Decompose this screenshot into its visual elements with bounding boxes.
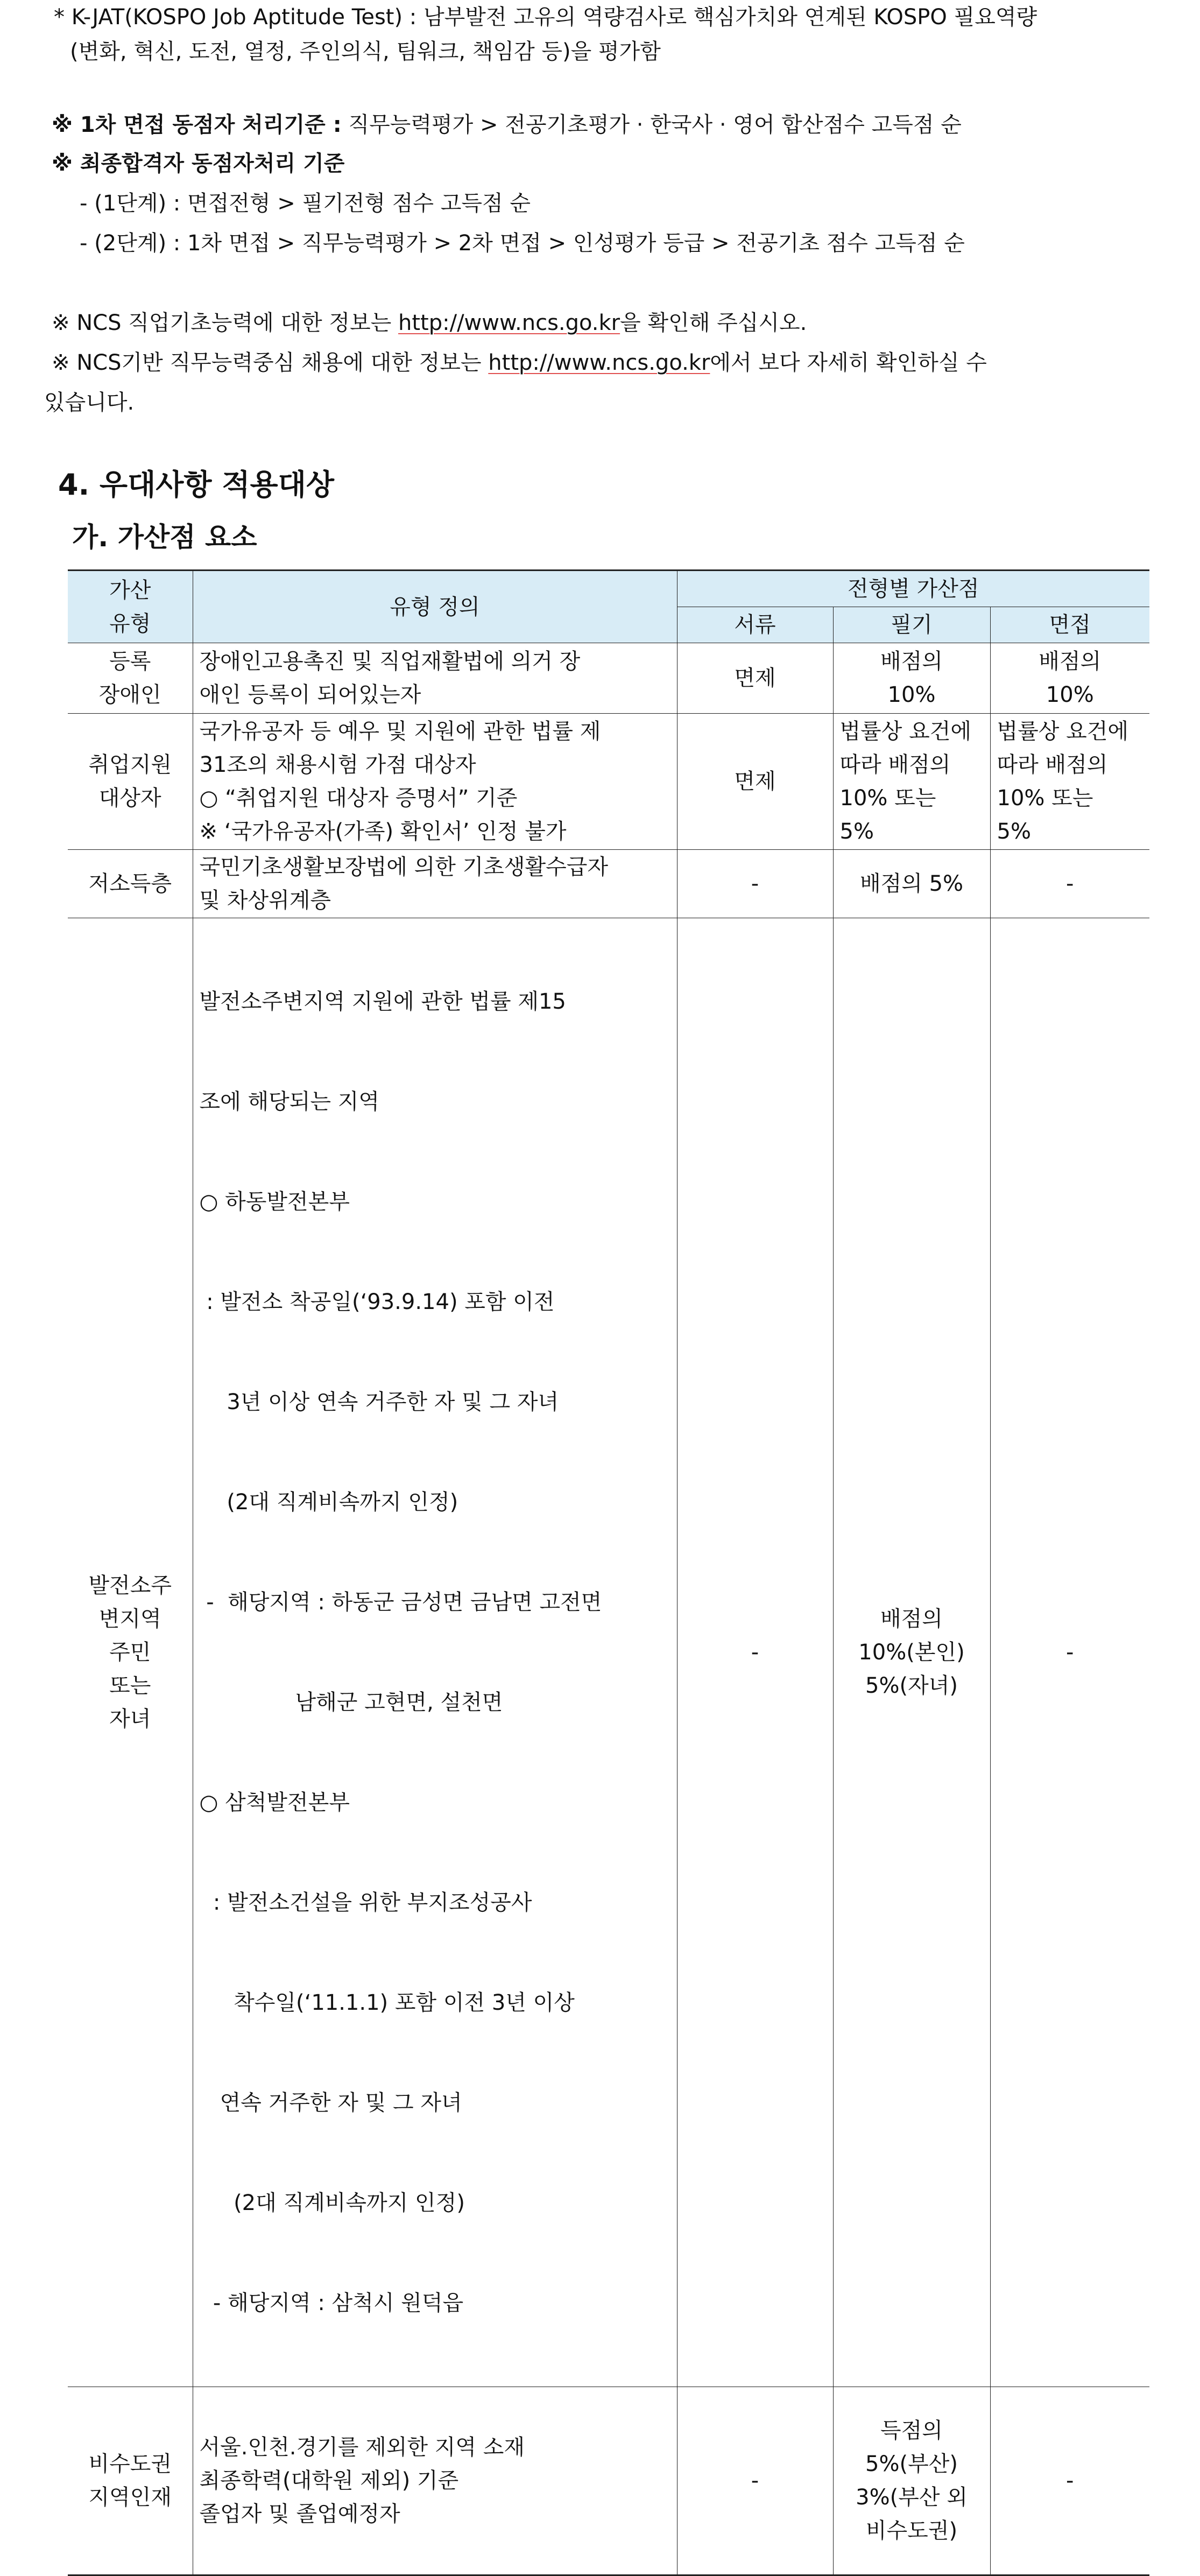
cell-type: 등록 장애인 [68,643,193,714]
ncs-info-line2-post: 에서 보다 자세히 확인하실 수 [710,350,987,375]
section-subtitle: 가. 가산점 요소 [72,522,257,553]
cell-interview: 배점의 10% [990,643,1149,714]
cell-definition: 국민기초생활보장법에 의한 기초생활수급자 및 차상위계층 [193,850,677,918]
ncs-link-1[interactable]: http://www.ncs.go.kr [398,311,620,335]
bonus-points-table [68,569,1149,2576]
header-definition: 유형 정의 [193,571,677,643]
cell-document: 면제 [677,714,833,850]
cell-document: - [677,2387,833,2575]
section-title: 4. 우대사항 적용대상 [58,468,334,502]
cell-written: 배점의 10% [833,643,990,714]
tie-rule-first-label: ※ 1차 면접 동점자 처리기준 : [52,112,342,137]
table-row-disabled [68,643,1149,714]
cell-document: 면제 [677,643,833,714]
ncs-info-line2 [52,348,987,378]
table-row-employment-support [68,714,1149,850]
cell-document: - [677,918,833,2387]
table-row-power-plant-area [68,918,1149,2387]
cell-interview: - [990,918,1149,2387]
ncs-info-line1 [52,308,807,338]
kjat-note-line2: (변화, 혁신, 도전, 열정, 주인의식, 팀워크, 책임감 등)을 평가함 [70,39,661,64]
cell-type: 취업지원 대상자 [68,714,193,850]
cell-written: 배점의 10%(본인) 5%(자녀) [833,918,990,2387]
header-stage-bonus: 전형별 가산점 [677,571,1149,607]
cell-written: 법률상 요건에 따라 배점의 10% 또는 5% [833,714,990,850]
cell-definition: 서울.인천.경기를 제외한 지역 소재 최종학력(대학원 제외) 기준 졸업자 및 졸업예정자 [193,2387,677,2575]
header-bonus-type: 가산 유형 [68,571,193,643]
header-interview: 면접 [990,607,1149,643]
table-row-low-income [68,850,1149,918]
cell-written: 배점의 5% [833,850,990,918]
tie-rule-stage1: - (1단계) : 면접전형 > 필기전형 점수 고득점 순 [80,191,531,216]
cell-definition: 국가유공자 등 예우 및 지원에 관한 법률 제 31조의 채용시험 가점 대상자 ○ “취업지원 대상자 증명서” 기준 ※ ‘국가유공자(가족) 확인서’ 인정 불가 [193,714,677,850]
tie-rule-first-text: 직무능력평가 > 전공기초평가 · 한국사 · 영어 합산점수 고득점 순 [348,112,962,137]
cell-written: 득점의 5%(부산) 3%(부산 외 비수도권) [833,2387,990,2575]
ncs-info-line1-post: 을 확인해 주십시오. [620,311,807,335]
ncs-info-line2-pre: ※ NCS기반 직무능력중심 채용에 대한 정보는 [52,350,489,375]
ncs-info-line2-cont: 있습니다. [44,390,135,415]
cell-interview: - [990,850,1149,918]
cell-interview: 법률상 요건에 따라 배점의 10% 또는 5% [990,714,1149,850]
tie-rule-final-label: ※ 최종합격자 동점자처리 기준 [52,151,345,176]
tie-rule-stage2: - (2단계) : 1차 면접 > 직무능력평가 > 2차 면접 > 인성평가 등급 > 전공기초 점수 고득점 순 [80,231,965,256]
cell-definition: 발전소주변지역 지원에 관한 법률 제15 조에 해당되는 지역 ○ 하동발전본부 : 발전소 착공일(‘93.9.14) 포함 이전 3년 이상 연속 거주한 자 및 그 자녀 (2대 직계비속까지 인정) - 해당지역 : 하동군 금성면 금남면 고전면 남해군 고현면, 설천면 ○ 삼척발전본부 : 발전소건설을 위한 부지조성공사 착수일(‘11.1.1) 포함 이전 3년 이상 연속 거주한 자 및 그 자녀 (2대 직계비속까지 인정) - 해당지역 : 삼척시 원덕읍 [193,918,677,2387]
header-document: 서류 [677,607,833,643]
ncs-link-2[interactable]: http://www.ncs.go.kr [488,350,710,375]
table-header-row-1 [68,571,1149,607]
ncs-info-line1-pre: ※ NCS 직업기초능력에 대한 정보는 [52,311,399,335]
cell-type: 저소득층 [68,850,193,918]
cell-type: 비수도권 지역인재 [68,2387,193,2575]
header-written: 필기 [833,607,990,643]
cell-definition: 장애인고용촉진 및 직업재활법에 의거 장 애인 등록이 되어있는자 [193,643,677,714]
kjat-note-line1: * K-JAT(KOSPO Job Aptitude Test) : 남부발전 고유의 역량검사로 핵심가치와 연계된 KOSPO 필요역량 [54,5,1037,30]
cell-type: 발전소주 변지역 주민 또는 자녀 [68,918,193,2387]
cell-document: - [677,850,833,918]
table-row-non-capital-talent [68,2387,1149,2575]
cell-interview: - [990,2387,1149,2575]
tie-rule-first-interview [52,110,962,140]
